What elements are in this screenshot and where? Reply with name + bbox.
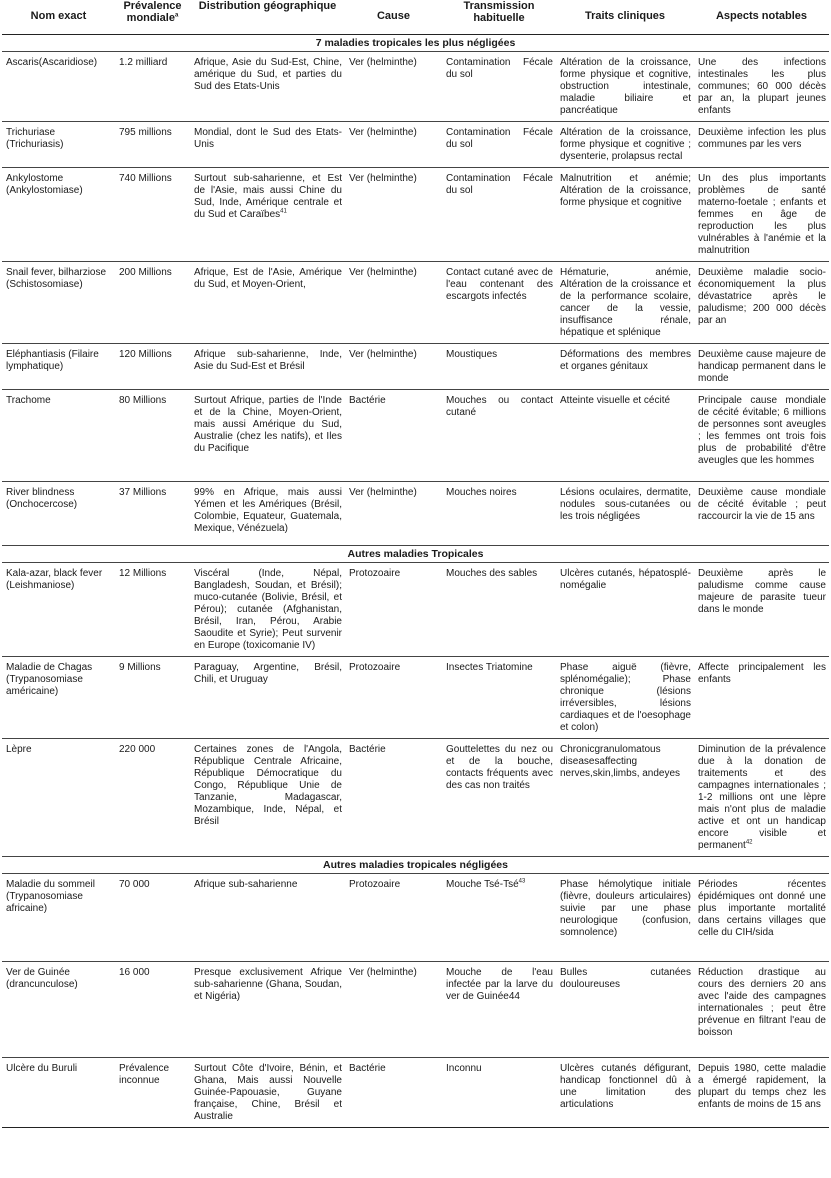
table-row [2,52,829,122]
cell-name-text: Ulcère du Buruli [6,1063,78,1074]
cell-transmission [442,52,556,122]
cell-distribution-text: Presque exclusivement Afrique sub-saharienne (Ghana, Soudan, et Nigéria) [194,967,342,1002]
cell-cause [345,482,442,546]
cell-prevalence [115,739,190,857]
cell-prevalence [115,168,190,262]
section-title: Autres maladies tropicales négligées [323,859,508,871]
table-row [2,168,829,262]
cell-traits [556,739,694,857]
cell-cause-text: Bactérie [349,744,386,755]
cell-cause-text: Ver (helminthe) [349,127,417,138]
cell-transmission-text: Contamination Fécale du sol [446,57,553,80]
cell-aspects-text: Deuxième infection les plus communes par les vers [698,127,826,150]
cell-traits-text: Altération de la croissance, forme physique et cognitive ; dysenterie, prolapsus rectal [560,127,691,162]
cell-traits [556,1058,694,1128]
cell-name [2,739,115,857]
header-aspects: Aspects notables [715,10,808,22]
cell-aspects-text: Périodes récentes épidémiques ont donné une plus importante mortalité dans certains villages que celle du CIH/sida [698,879,826,938]
cell-aspects [694,262,829,344]
cell-cause-text: Protozoaire [349,879,401,890]
cell-prevalence [115,122,190,168]
cell-name [2,657,115,739]
cell-cause-text: Bactérie [349,395,386,406]
section-title: 7 maladies tropicales les plus négligées [315,37,516,49]
cell-distribution-text: Afrique sub-saharienne [194,879,298,890]
cell-aspects [694,739,829,857]
cell-aspects-text: Deuxième après le paludisme comme cause majeure de parasite tueur dans le monde [698,568,826,615]
section-header-row [2,857,829,874]
cell-name [2,962,115,1058]
header-prevalence: Prévalence mondiale$^a$ [123,0,182,24]
cell-transmission-text: Mouches ou contact cutané [446,395,553,418]
cell-cause [345,122,442,168]
table-row [2,390,829,482]
header-transmission: Transmission habituelle [463,0,535,24]
cell-traits [556,52,694,122]
cell-aspects-text: Un des plus importants problèmes de santé materno-foetale ; enfants et femmes en âge de reproduction les plus vulnérables à l'anémie et la malnutrition [698,173,826,256]
cell-transmission [442,262,556,344]
cell-cause [345,344,442,390]
cell-transmission-text: Moustiques [446,349,498,360]
cell-cause [345,962,442,1058]
cell-transmission-text: Insectes Triatomine [446,662,533,673]
cell-name [2,168,115,262]
cell-distribution-text: Afrique sub-saharienne, Inde, Asie du Sud-Est et Brésil [194,349,342,372]
cell-cause [345,262,442,344]
cell-traits-text: Ulcères cutanés, hépatosplé-nomégalie [560,568,691,591]
cell-name-text: Trachome [6,395,51,406]
cell-cause [345,390,442,482]
cell-traits [556,962,694,1058]
cell-traits [556,122,694,168]
cell-prevalence-text: 120 Millions [119,349,172,360]
cell-traits [556,657,694,739]
cell-aspects [694,563,829,657]
cell-aspects [694,390,829,482]
table-row [2,962,829,1058]
cell-cause-text: Ver (helminthe) [349,173,417,184]
footnote-ref: 42 [745,839,753,846]
table-row [2,122,829,168]
cell-aspects-text: Diminution de la prévalence due à la donation de traitements et des campagnes internationales ; 1-2 millions ont une lèpre mais n'ont plus de maladie active et ont un handicap encore visible et permanent [698,744,826,851]
cell-prevalence-text: 1.2 milliard [119,57,168,68]
cell-aspects-text: Affecte principalement les enfants [698,662,826,685]
cell-distribution [190,262,345,344]
header-name: Nom exact [30,10,87,22]
cell-prevalence-text: 9 Millions [119,662,161,673]
table-row [2,482,829,546]
cell-transmission-text: Gouttelettes du nez ou et de la bouche, contacts fréquents avec des cas non traités [446,744,553,791]
cell-traits [556,168,694,262]
cell-distribution [190,168,345,262]
cell-prevalence-text: 200 Millions [119,267,172,278]
cell-transmission-text: Inconnu [446,1063,482,1074]
cell-prevalence-text: 80 Millions [119,395,167,406]
cell-aspects [694,1058,829,1128]
cell-cause [345,52,442,122]
cell-distribution-text: Afrique, Asie du Sud-Est, Chine, amérique du Sud, et parties du Sud des Etats-Unis [194,57,342,92]
cell-name-text: Ver de Guinée (drancunculose) [6,967,78,990]
cell-aspects-text: Deuxième cause mondiale de cécité évitable ; peut raccourcir la vie de 15 ans [698,487,826,522]
cell-prevalence-text: 70 000 [119,879,150,890]
cell-name-text: Kala-azar, black fever (Leishmaniose) [6,568,103,591]
cell-prevalence [115,482,190,546]
cell-aspects-text: Principale cause mondiale de cécité évitable; 6 millions de personnes sont aveugles ; les femmes ont trois fois plus de probabilité d'être aveugles que les hommes [698,395,826,466]
cell-aspects-text: Depuis 1980, cette maladie a émergé rapidement, la plupart du temps chez les enfants de moins de 15 ans [698,1063,826,1110]
cell-name [2,52,115,122]
cell-distribution-text: Surtout Côte d'Ivoire, Bénin, et Ghana, Mais aussi Nouvelle Guinée-Papouasie, Guyane française, Chine, Brésil et Australie [194,1063,342,1122]
cell-aspects [694,122,829,168]
cell-name [2,1058,115,1128]
cell-traits-text: Bulles cutanées douloureuses [560,967,691,990]
cell-prevalence-text: 37 Millions [119,487,167,498]
cell-transmission [442,390,556,482]
cell-transmission [442,657,556,739]
cell-aspects-text: Réduction drastique au cours des derniers 20 ans avec l'aide des campagnes internationales ; peut être prévenue en filtrant l'eau de boisson [698,967,826,1038]
cell-traits-text: Déformations des membres et organes génitaux [560,349,691,372]
cell-name [2,344,115,390]
cell-transmission [442,739,556,857]
cell-name-text: River blindness (Onchocercose) [6,487,78,510]
cell-transmission [442,122,556,168]
cell-transmission [442,1058,556,1128]
cell-cause-text: Ver (helminthe) [349,57,417,68]
cell-distribution [190,657,345,739]
ntd-table [2,0,829,1128]
table-body [2,35,829,1128]
cell-aspects-text: Deuxième cause majeure de handicap permanent dans le monde [698,349,826,384]
table-row [2,344,829,390]
cell-prevalence-text: 12 Millions [119,568,167,579]
cell-transmission-text: Contact cutané avec de l'eau contenant des escargots infectés [446,267,553,302]
cell-aspects [694,657,829,739]
cell-cause-text: Ver (helminthe) [349,487,417,498]
cell-distribution [190,482,345,546]
cell-cause [345,168,442,262]
header-cause: Cause [376,10,411,22]
cell-transmission [442,563,556,657]
cell-name-text: Ascaris(Ascaridiose) [6,57,98,68]
cell-transmission [442,874,556,962]
cell-prevalence [115,390,190,482]
cell-transmission-text: Mouche de l'eau infectée par la larve du ver de Guinée44 [446,967,553,1002]
cell-name-text: Trichuriase (Trichuriasis) [6,127,64,150]
cell-transmission-text: Contamination Fécale du sol [446,127,553,150]
table-row [2,262,829,344]
cell-cause [345,563,442,657]
cell-distribution [190,1058,345,1128]
cell-traits [556,563,694,657]
table-row [2,657,829,739]
cell-prevalence-text: 740 Millions [119,173,172,184]
cell-aspects [694,52,829,122]
cell-transmission-text: Mouche Tsé-Tsé [446,879,519,890]
cell-distribution [190,390,345,482]
cell-aspects-text: Deuxième maladie socio-économiquement la plus dévastatrice après le paludisme; 200 000 décès par an [698,267,826,326]
cell-prevalence-text: 220 000 [119,744,156,755]
cell-aspects [694,482,829,546]
cell-transmission-text: Contamination Fécale du sol [446,173,553,196]
cell-traits [556,390,694,482]
cell-distribution-text: Viscéral (Inde, Népal, Bangladesh, Soudan, et Brésil); muco-cutanée (Bolivie, Brésil, et Pérou); cutanée (Afghanistan, Brésil, Iran, Pérou, Arabie Saoudite et Syrie); Peut survenir en Europe (toxicomanie IV) [194,568,342,651]
cell-cause-text: Protozoaire [349,662,401,673]
cell-traits [556,262,694,344]
cell-aspects [694,168,829,262]
cell-name [2,563,115,657]
cell-prevalence [115,657,190,739]
cell-transmission [442,482,556,546]
cell-cause-text: Protozoaire [349,568,401,579]
cell-name [2,482,115,546]
cell-traits-text: Phase hémolytique initiale (fièvre, douleurs articulaires) suivie par une phase neurologique (confusion, somnolence) [560,879,691,938]
cell-distribution [190,739,345,857]
cell-aspects-text: Une des infections intestinales les plus communes; 60 000 décès par an, la plupart jeunes enfants [698,57,826,116]
cell-cause [345,1058,442,1128]
section-header-row [2,35,829,52]
table-row [2,1058,829,1128]
section-title: Autres maladies Tropicales [347,548,484,560]
cell-transmission-text: Mouches noires [446,487,517,498]
footnote-ref: 41 [280,208,287,215]
cell-traits-text: Ulcères cutanés défigurant, handicap fonctionnel dû à une limitation des articulations [560,1063,691,1110]
cell-prevalence [115,52,190,122]
header-row [2,0,829,35]
cell-traits-text: Lésions oculaires, dermatite, nodules sous-cutanées ou les trois négligées [560,487,691,522]
cell-cause-text: Ver (helminthe) [349,349,417,360]
cell-prevalence [115,1058,190,1128]
cell-aspects [694,962,829,1058]
cell-traits [556,482,694,546]
cell-transmission-text: Mouches des sables [446,568,538,579]
cell-distribution-text: 99% en Afrique, mais aussi Yémen et les Amériques (Brésil, Colombie, Equateur, Guatemala, Mexique, Vénézuela) [194,487,342,534]
cell-traits [556,344,694,390]
cell-traits-text: Hématurie, anémie, Altération de la croissance et de la performance scolaire, cancer de la vessie, insuffisance rénale, hépatique et splénique [560,267,691,338]
cell-cause-text: Ver (helminthe) [349,967,417,978]
cell-prevalence-text: 795 millions [119,127,172,138]
cell-name [2,390,115,482]
cell-cause [345,874,442,962]
cell-traits-text: Atteinte visuelle et cécité [560,395,671,406]
cell-name [2,874,115,962]
cell-distribution-text: Mondial, dont le Sud des Etats-Unis [194,127,342,150]
section-header-row [2,546,829,563]
cell-distribution [190,874,345,962]
cell-transmission [442,344,556,390]
cell-name-text: Maladie de Chagas (Trypanosomiase américaine) [6,662,93,697]
cell-name-text: Maladie du sommeil (Trypanosomiase africaine) [6,879,95,914]
cell-cause [345,657,442,739]
cell-aspects [694,874,829,962]
cell-transmission [442,168,556,262]
header-traits: Traits cliniques [584,10,666,22]
footnote-ref: 43 [518,878,526,885]
cell-cause-text: Ver (helminthe) [349,267,417,278]
cell-cause [345,739,442,857]
cell-distribution-text: Surtout sub-saharienne, et Est de l'Asie, mais aussi Chine du Sud, Inde, Amérique centrale et du Sud et Caraïbes [194,173,342,220]
cell-name-text: Eléphantiasis (Filaire lymphatique) [6,349,99,372]
cell-prevalence [115,344,190,390]
cell-traits-text: Altération de la croissance, forme physique et cognitive, obstruction intestinale, maladie biliaire et pancréatique [560,57,691,116]
cell-aspects [694,344,829,390]
cell-name [2,122,115,168]
table-row [2,874,829,962]
cell-prevalence [115,563,190,657]
cell-distribution-text: Surtout Afrique, parties de l'Inde et de la Chine, Moyen-Orient, mais aussi Amérique du Sud, Australie (chez les natifs), et Iles du Pacifique [194,395,342,454]
cell-distribution-text: Certaines zones de l'Angola, République Centrale Africaine, République Démocratique du Congo, République Unie de Tanzanie, Madagascar, Mozambique, Inde, Népal, et Brésil [194,744,342,827]
cell-prevalence [115,262,190,344]
cell-prevalence-text: Prévalence inconnue [119,1063,170,1086]
cell-distribution [190,344,345,390]
cell-distribution [190,52,345,122]
cell-traits-text: Phase aiguë (fièvre, splénomégalie); Phase chronique (lésions irréversibles, lésions cardiaques et de l'oesophage et colon) [560,662,691,733]
cell-prevalence [115,962,190,1058]
cell-prevalence-text: 16 000 [119,967,150,978]
cell-prevalence [115,874,190,962]
cell-distribution-text: Afrique, Est de l'Asie, Amérique du Sud, et Moyen-Orient, [194,267,342,290]
cell-distribution [190,122,345,168]
cell-distribution-text: Paraguay, Argentine, Brésil, Chili, et Uruguay [194,662,342,685]
cell-name-text: Snail fever, bilharziose (Schistosomiase) [6,267,107,290]
cell-name [2,262,115,344]
cell-traits-text: Malnutrition et anémie; Altération de la croissance, forme physique et cognitive [560,173,691,208]
header-distribution: Distribution géographique [198,0,337,12]
cell-distribution [190,962,345,1058]
cell-name-text: Ankylostome (Ankylostomiase) [6,173,83,196]
table-row [2,739,829,857]
table-row [2,563,829,657]
cell-traits-text: Chronicgranulomatous diseasesaffecting nerves,skin,limbs, andeyes [560,744,681,779]
cell-transmission [442,962,556,1058]
cell-distribution [190,563,345,657]
cell-traits [556,874,694,962]
cell-cause-text: Bactérie [349,1063,386,1074]
cell-name-text: Lèpre [6,744,32,755]
